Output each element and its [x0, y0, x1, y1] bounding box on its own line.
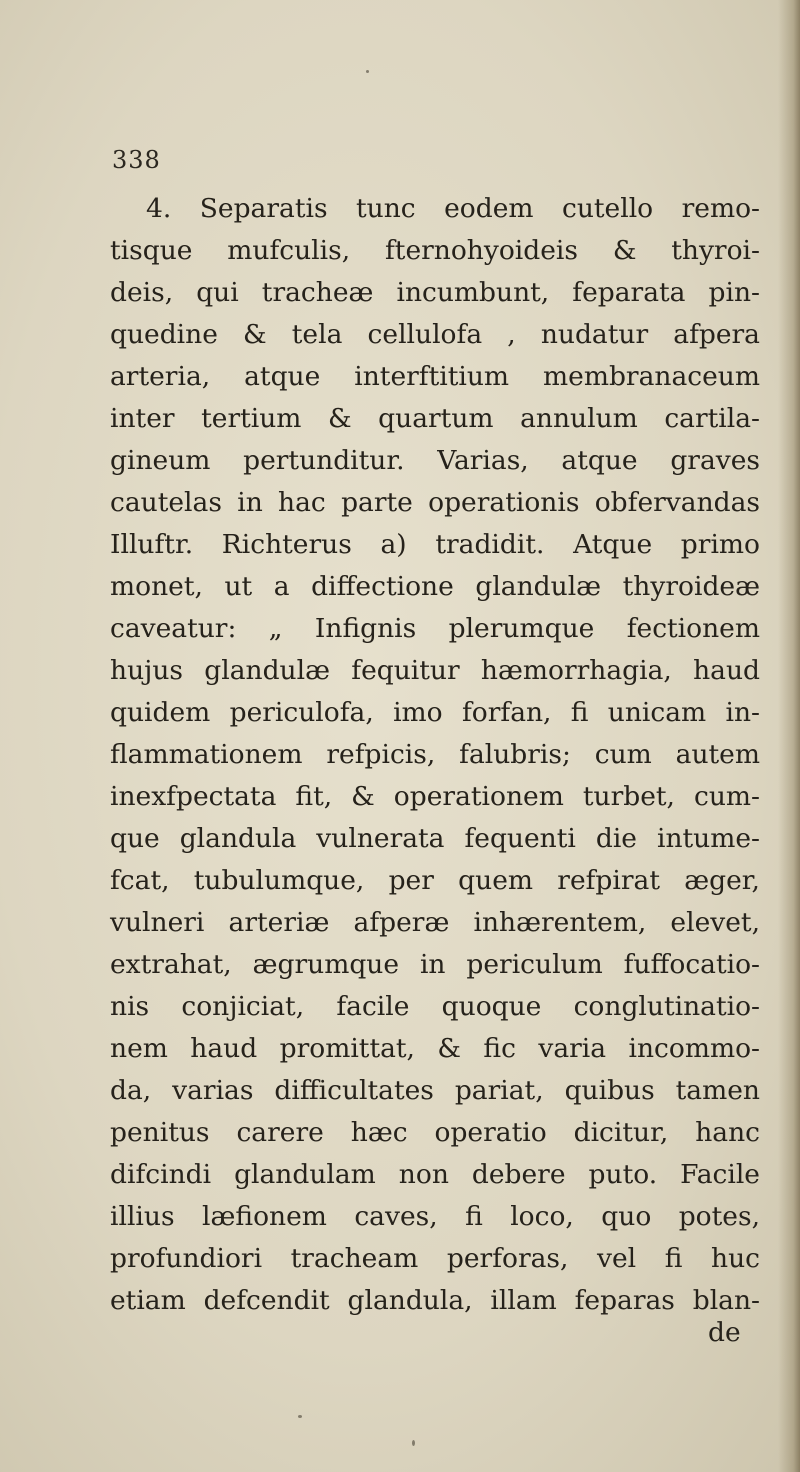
text-line: inter tertium & quartum annulum cartila- — [110, 403, 760, 434]
text-line: difcindi glandulam non debere puto. Facile — [110, 1159, 760, 1190]
text-line: Illuftr. Richterus a) tradidit. Atque primo — [110, 529, 760, 560]
paper-speck — [412, 1440, 415, 1446]
text-line: 4. Separatis tunc eodem cutello remo- — [146, 193, 760, 224]
text-line: extrahat, ægrumque in periculum fuffocatio- — [110, 949, 760, 980]
text-line: deis, qui tracheæ incumbunt, feparata pin- — [110, 277, 760, 308]
text-line: quidem periculofa, imo forfan, fi unicam in- — [110, 697, 760, 728]
paper-speck — [366, 70, 369, 73]
text-line: hujus glandulæ fequitur hæmorrhagia, haud — [110, 655, 760, 686]
text-line: flammationem refpicis, falubris; cum autem — [110, 739, 760, 770]
text-line: cautelas in hac parte operationis obfervandas — [110, 487, 760, 518]
page-number: 338 — [112, 146, 161, 174]
text-line: tisque mufculis, fternohyoideis & thyroi- — [110, 235, 760, 266]
text-line: arteria, atque interftitium membranaceum — [110, 361, 760, 392]
text-line: inexfpectata fit, & operationem turbet, cum- — [110, 781, 760, 812]
text-line: illius læfionem caves, fi loco, quo potes, — [110, 1201, 760, 1232]
catchword: de — [708, 1317, 741, 1348]
text-line: que glandula vulnerata fequenti die intume- — [110, 823, 760, 854]
text-line: etiam defcendit glandula, illam feparas blan- — [110, 1285, 760, 1316]
body-text — [110, 188, 760, 1322]
text-line: monet, ut a diffectione glandulæ thyroideæ — [110, 571, 760, 602]
page-edge-shadow — [778, 0, 800, 1472]
text-line: fcat, tubulumque, per quem refpirat æger, — [110, 865, 760, 896]
text-line: nis conjiciat, facile quoque conglutinatio- — [110, 991, 760, 1022]
text-line: gineum pertunditur. Varias, atque graves — [110, 445, 760, 476]
text-line: quedine & tela cellulofa , nudatur afpera — [110, 319, 760, 350]
text-line: caveatur: „ Infignis plerumque fectionem — [110, 613, 760, 644]
paper-speck — [298, 1415, 302, 1418]
text-line: nem haud promittat, & fic varia incommo- — [110, 1033, 760, 1064]
text-line: vulneri arteriæ afperæ inhærentem, elevet, — [110, 907, 760, 938]
text-line: profundiori tracheam perforas, vel fi huc — [110, 1243, 760, 1274]
text-line: penitus carere hæc operatio dicitur, hanc — [110, 1117, 760, 1148]
text-line: da, varias difficultates pariat, quibus tamen — [110, 1075, 760, 1106]
